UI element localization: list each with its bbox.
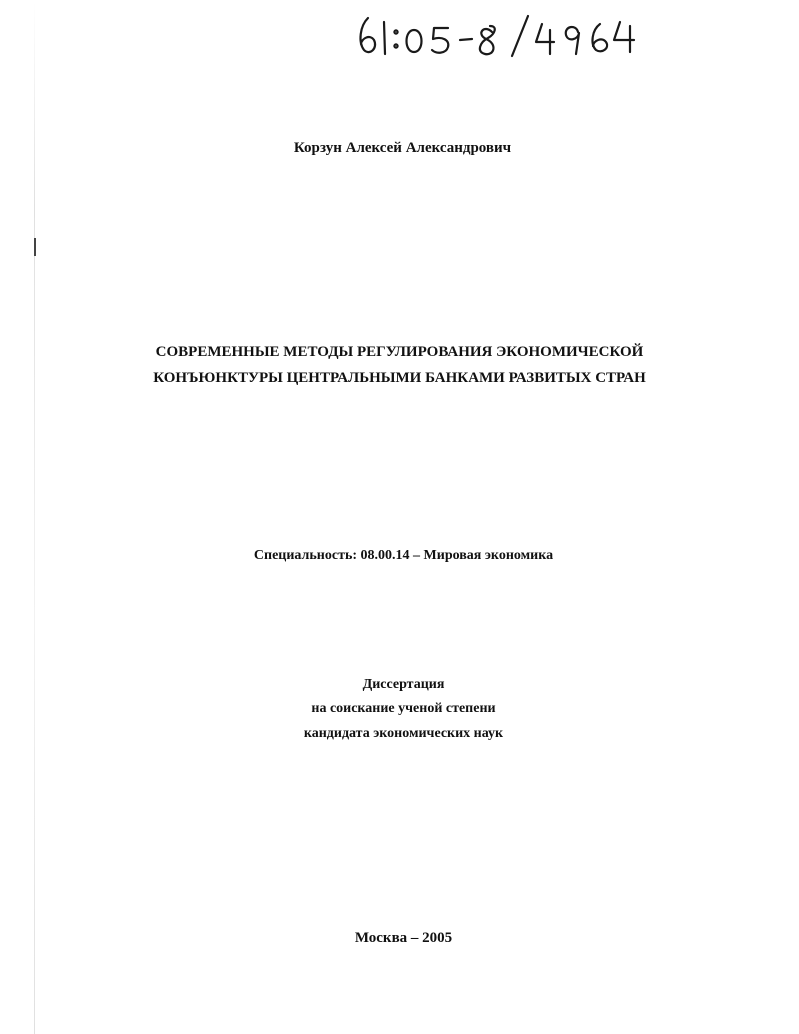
- dissertation-title-line-2: КОНЪЮНКТУРЫ ЦЕНТРАЛЬНЫМИ БАНКАМИ РАЗВИТЫХ СТРАН: [153, 370, 646, 386]
- handwritten-code-drawing: [352, 8, 642, 60]
- specialty: Специальность: 08.00.14 – Мировая экономика: [253, 548, 554, 563]
- degree-line-2: на соискание ученой степени: [311, 701, 496, 716]
- place-and-year: Москва – 2005: [354, 930, 453, 946]
- dissertation-title-line-1: СОВРЕМЕННЫЕ МЕТОДЫ РЕГУЛИРОВАНИЯ ЭКОНОМИЧЕСКОЙ: [155, 344, 644, 360]
- handwritten-archive-code: [352, 8, 642, 60]
- scan-mark: [34, 238, 36, 256]
- author-name: Корзун Алексей Александрович: [293, 140, 512, 156]
- degree-line-1: Диссертация: [362, 677, 445, 692]
- degree-line-3: кандидата экономических наук: [303, 726, 504, 741]
